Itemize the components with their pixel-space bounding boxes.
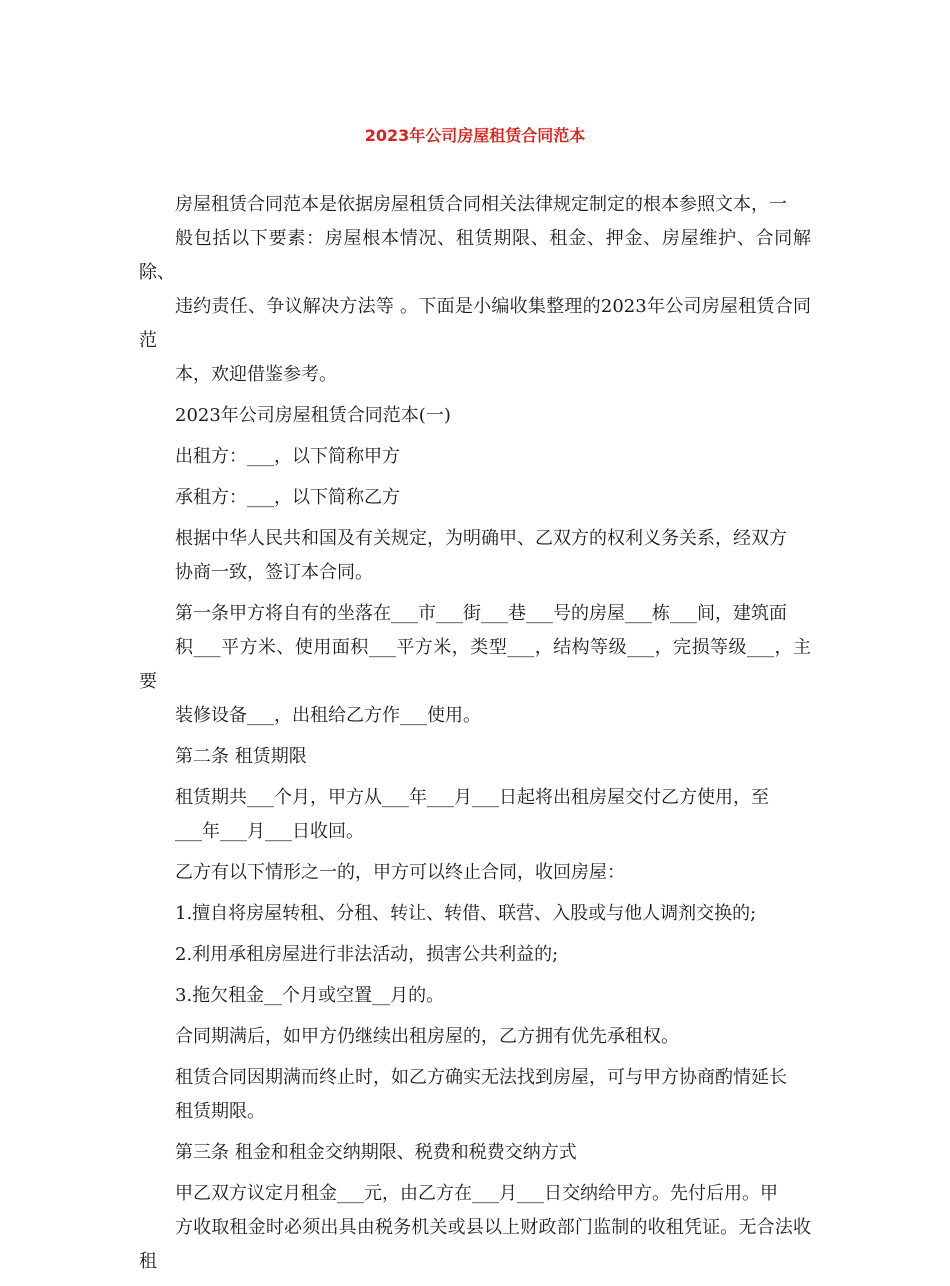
paragraph	[139, 781, 811, 849]
paragraph	[139, 1020, 811, 1054]
text-line: 承租方：___，以下简称乙方	[175, 487, 400, 508]
text-line: 合同期满后，如甲方仍继续出租房屋的，乙方拥有优先承租权。	[175, 1026, 679, 1047]
text-line: 违约责任、争议解决方法等 。下面是小编收集整理的2023年公司房屋租赁合同范	[139, 296, 811, 351]
paragraph	[139, 1136, 811, 1170]
text-line: 租赁期共___个月，甲方从___年___月___日起将出租房屋交付乙方使用，至	[175, 787, 769, 808]
text-line: 房屋租赁合同范本是依据房屋租赁合同相关法律规定制定的根本参照文本，一	[175, 194, 787, 215]
text-line: 方收取租金时必须出具由税务机关或县以上财政部门监制的收租凭证。无合法收租	[139, 1217, 811, 1272]
document-body	[139, 188, 811, 1286]
text-line: 协商一致，签订本合同。	[175, 562, 373, 583]
paragraph	[139, 897, 811, 931]
text-line: 根据中华人民共和国及有关规定，为明确甲、乙双方的权利义务关系，经双方	[175, 528, 787, 549]
text-line: 出租方：___，以下简称甲方	[175, 446, 400, 467]
text-line: 2.利用承租房屋进行非法活动，损害公共利益的;	[175, 944, 559, 965]
paragraph	[139, 1177, 811, 1279]
document-title: 2023年公司房屋租赁合同范本	[364, 126, 586, 145]
text-line: 第三条 租金和租金交纳期限、税费和税费交纳方式	[175, 1142, 577, 1163]
paragraph	[139, 597, 811, 733]
paragraph	[139, 856, 811, 890]
paragraph	[139, 399, 811, 433]
text-line: 2023年公司房屋租赁合同范本(一)	[175, 405, 451, 426]
text-line: 积___平方米、使用面积___平方米，类型___，结构等级___，完损等级___，主要	[139, 637, 811, 692]
text-line: 甲乙双方议定月租金___元，由乙方在___月___日交纳给甲方。先付后用。甲	[175, 1183, 778, 1204]
paragraph	[139, 440, 811, 474]
paragraph	[139, 481, 811, 515]
text-line: 本，欢迎借鉴参考。	[175, 364, 337, 385]
paragraph	[139, 1061, 811, 1129]
paragraph	[139, 979, 811, 1013]
paragraph	[139, 188, 811, 392]
text-line: 第二条 租赁期限	[175, 746, 307, 767]
text-line: 乙方有以下情形之一的，甲方可以终止合同，收回房屋：	[175, 862, 625, 883]
text-line: 装修设备___，出租给乙方作___使用。	[175, 705, 481, 726]
text-line: 第一条甲方将自有的坐落在___市___街___巷___号的房屋___栋___间，建筑面	[175, 603, 787, 624]
paragraph	[139, 938, 811, 972]
text-line: 3.拖欠租金__个月或空置__月的。	[175, 985, 445, 1006]
text-line: ___年___月___日收回。	[175, 821, 364, 842]
paragraph	[139, 522, 811, 590]
text-line: 租赁期限。	[175, 1101, 265, 1122]
text-line: 般包括以下要素：房屋根本情况、租赁期限、租金、押金、房屋维护、合同解除、	[139, 228, 811, 283]
text-line: 租赁合同因期满而终止时，如乙方确实无法找到房屋，可与甲方协商酌情延长	[175, 1067, 787, 1088]
text-line: 1.擅自将房屋转租、分租、转让、转借、联营、入股或与他人调剂交换的;	[175, 903, 757, 924]
paragraph	[139, 740, 811, 774]
